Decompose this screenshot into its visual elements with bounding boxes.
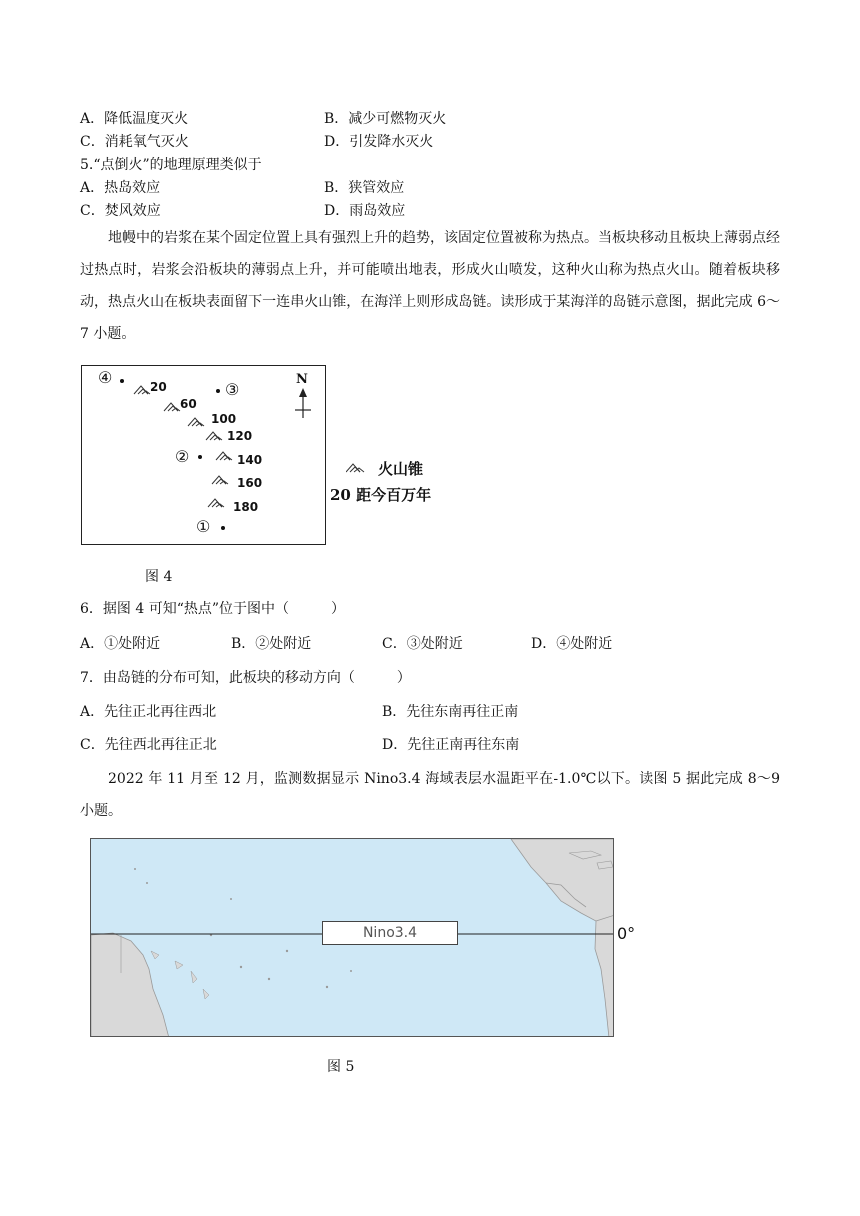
- q7-option-b: B．先往东南再往正南: [382, 704, 519, 720]
- cone-age-label: 140: [237, 453, 263, 467]
- volcano-cone-icon: [164, 403, 180, 411]
- legend-volcano-cone-icon: [346, 462, 368, 474]
- volcano-cone-icon: [208, 499, 224, 507]
- point-label-3: ③: [225, 380, 240, 399]
- q7-option-c: C．先往西北再往正北: [80, 737, 217, 753]
- equator-label: 0°: [617, 924, 636, 943]
- q6-stem: 6．据图 4 可知“热点”位于图中（ ）: [80, 601, 346, 617]
- figure-4-island-chain: [81, 365, 326, 545]
- point-label-2: ②: [175, 447, 190, 466]
- q7-stem: 7．由岛链的分布可知，此板块的移动方向（ ）: [80, 670, 411, 686]
- point-dot-icon: [221, 526, 225, 530]
- legend-age-label: 20 距今百万年: [330, 486, 432, 504]
- volcano-cone-icon: [216, 452, 232, 460]
- figure-5-map: [90, 838, 614, 1037]
- q5-option-a: A．热岛效应: [80, 180, 161, 196]
- cone-age-label: 60: [180, 397, 197, 411]
- q5-option-d: D．雨岛效应: [324, 203, 406, 219]
- q6-option-b: B．②处附近: [231, 636, 312, 652]
- point-label-4: ④: [98, 368, 113, 387]
- cone-age-label: 100: [211, 412, 237, 426]
- point-dot-icon: [216, 389, 220, 393]
- q5-option-b: B．狭管效应: [324, 180, 405, 196]
- cone-age-label: 20: [150, 380, 167, 394]
- nino-intro-paragraph: 2022 年 11 月至 12 月，监测数据显示 Nino3.4 海域表层水温距平在-1.0℃以下。读图 5 据此完成 8～9 小题。: [80, 771, 780, 819]
- volcano-cone-icon: [134, 386, 150, 394]
- q4-option-d: D．引发降水灭火: [324, 134, 434, 150]
- q7-option-d: D．先往正南再往东南: [382, 737, 520, 753]
- q6-option-a: A．①处附近: [80, 636, 161, 652]
- hotspot-intro-paragraph: 地幔中的岩浆在某个固定位置上具有强烈上升的趋势，该固定位置被称为热点。当板块移动且板块上薄弱点经过热点时，岩浆会沿板块的薄弱点上升，并可能喷出地表，形成火山喷发，这种火山称为热点火山。随着板块移动，热点火山在板块表面留下一连串火山锥，在海洋上则形成岛链。读形成于某海洋的岛链示意图，据此完成 6～7 小题。: [80, 230, 780, 342]
- q4-option-c: C．消耗氧气灭火: [80, 134, 189, 150]
- north-label: N: [296, 372, 308, 387]
- q7-option-a: A．先往正北再往西北: [80, 704, 217, 720]
- q6-option-d: D．④处附近: [531, 636, 613, 652]
- q5-stem: 5.“点倒火”的地理原理类似于: [80, 157, 262, 173]
- point-label-1: ①: [196, 517, 211, 536]
- volcano-cone-icon: [206, 432, 222, 440]
- figure-4-caption: 图 4: [145, 569, 173, 585]
- q5-option-c: C．焚风效应: [80, 203, 161, 219]
- q4-option-b: B．减少可燃物灭火: [324, 111, 447, 127]
- point-dot-icon: [120, 379, 124, 383]
- point-dot-icon: [198, 455, 202, 459]
- figure-5-caption: 图 5: [327, 1059, 355, 1075]
- volcano-cone-icon: [212, 476, 228, 484]
- q6-option-c: C．③处附近: [382, 636, 463, 652]
- cone-age-label: 180: [233, 500, 259, 514]
- volcano-cone-icon: [188, 418, 204, 426]
- legend-cone-label: 火山锥: [378, 460, 424, 478]
- nino34-region-box: Nino3.4: [322, 921, 458, 945]
- cone-age-label: 120: [227, 429, 253, 443]
- cone-age-label: 160: [237, 476, 263, 490]
- q4-option-a: A．降低温度灭火: [80, 111, 189, 127]
